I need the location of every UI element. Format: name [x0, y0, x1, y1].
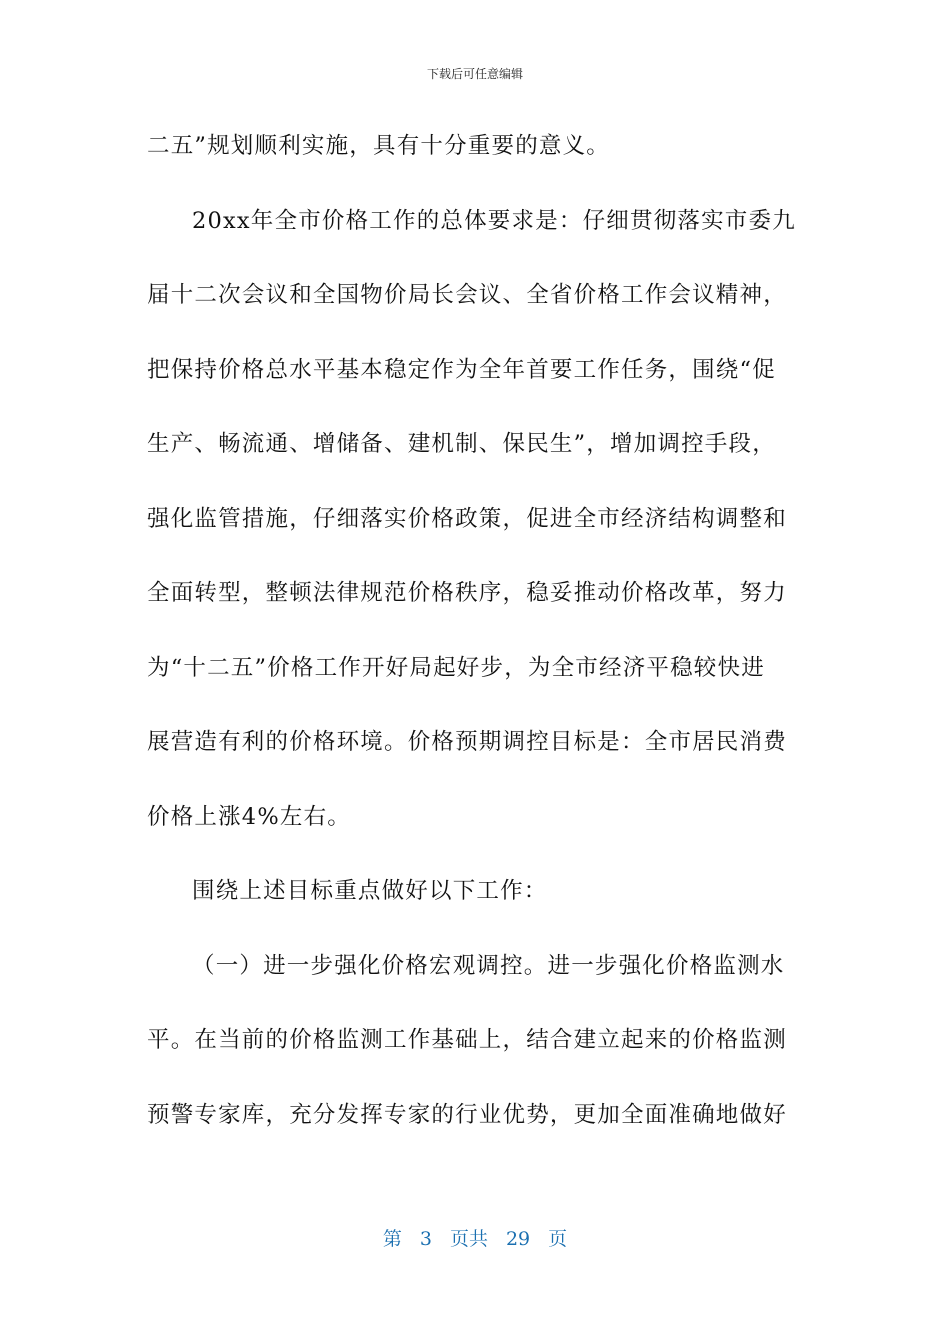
paragraph-line: 围绕上述目标重点做好以下工作： [192, 878, 548, 904]
paragraph-line: 把保持价格总水平基本稳定作为全年首要工作任务，围绕“促 [147, 356, 776, 383]
paragraph-line: （一）进一步强化价格宏观调控。进一步强化价格监测水 [192, 952, 785, 979]
paragraph-line: 价格上涨4%左右。 [147, 803, 351, 830]
paragraph-line: 生产、畅流通、增储备、建机制、保民生”，增加调控手段， [147, 431, 776, 457]
paragraph-line: 二五”规划顺利实施，具有十分重要的意义。 [147, 133, 611, 159]
paragraph-line: 为“十二五”价格工作开好局起好步，为全市经济平稳较快进 [147, 654, 765, 681]
paragraph-line: 预警专家库，充分发挥专家的行业优势，更加全面准确地做好 [147, 1101, 787, 1128]
footer-prefix: 第 [382, 1228, 402, 1250]
paragraph-line: 20xx年全市价格工作的总体要求是：仔细贯彻落实市委九 [192, 207, 796, 234]
page-header: 下载后可任意编辑 [426, 67, 523, 81]
page-footer [0, 1226, 950, 1252]
paragraph-line: 平。在当前的价格监测工作基础上，结合建立起来的价格监测 [147, 1027, 787, 1053]
footer-suffix: 页 [548, 1228, 568, 1250]
footer-total-pages: 29 [505, 1228, 531, 1250]
paragraph-line: 强化监管措施，仔细落实价格政策，促进全市经济结构调整和 [147, 505, 787, 532]
paragraph-line: 届十二次会议和全国物价局长会议、全省价格工作会议精神， [147, 282, 787, 308]
footer-page-number: 3 [419, 1228, 432, 1250]
paragraph-line: 全面转型，整顿法律规范价格秩序，稳妥推动价格改革，努力 [147, 580, 787, 606]
paragraph-line: 展营造有利的价格环境。价格预期调控目标是：全市居民消费 [147, 729, 787, 755]
footer-middle: 页共 [449, 1228, 488, 1250]
document-body [147, 124, 807, 1167]
